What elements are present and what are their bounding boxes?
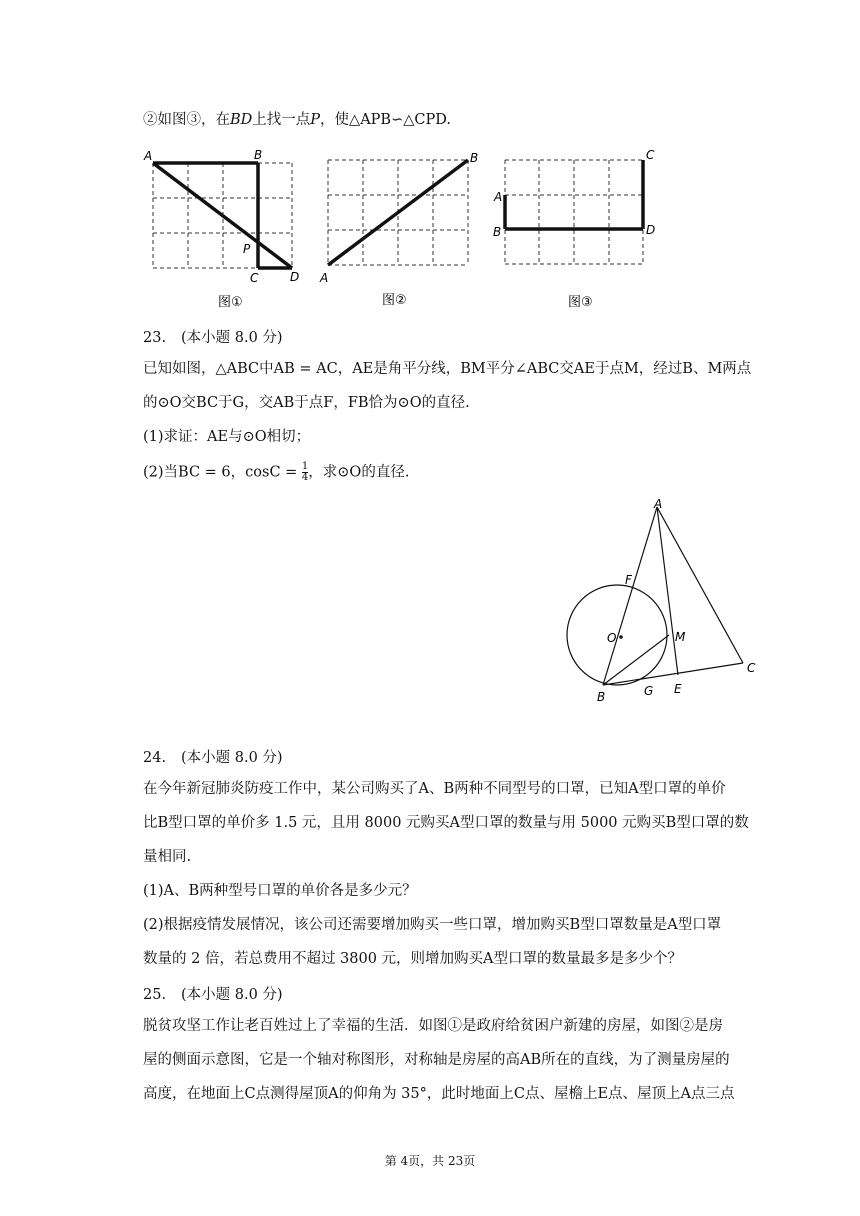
q23-score: (本小题 8.0 分)	[181, 330, 283, 346]
page-footer: 第 4页，共 23页	[384, 1154, 476, 1168]
q23-label-e: E	[674, 682, 682, 696]
fig1-caption: 图①	[218, 295, 243, 310]
fig1-label-d: D	[290, 270, 300, 284]
q23-line3: (1)求证：AE与⊙O相切；	[143, 429, 311, 445]
q25-number: 25.	[143, 987, 167, 1003]
fig2-caption: 图②	[382, 293, 407, 308]
q25-line2: 屋的侧面示意图，它是一个轴对称图形，对称轴是房屋的高AB所在的直线，为了测量房屋的	[143, 1052, 730, 1068]
q24-line5: (2)根据疫情发展情况，该公司还需要增加购买一些口罩，增加购买B型口罩数量是A型口罩	[143, 917, 722, 933]
q22-text-bd: BD	[230, 112, 253, 128]
q25-line1: 脱贫攻坚工作让老百姓过上了幸福的生活．如图①是政府给贫困户新建的房屋，如图②是房	[143, 1018, 723, 1034]
q23-frac-den: 4	[301, 472, 309, 483]
fig1-label-a: A	[144, 149, 153, 163]
q23-line1: 已知如图，△ABC中AB = AC，AE是角平分线，BM平分∠ABC交AE于点M，经过B、M两点	[143, 361, 752, 377]
fig3-label-d: D	[646, 223, 656, 237]
q25-line3: 高度，在地面上C点测得屋顶A的仰角为 35°，此时地面上C点、屋檐上E点、屋顶上A点三点	[143, 1086, 735, 1102]
q23-line4-post: ，求⊙O的直径.	[308, 464, 410, 481]
q25-score: (本小题 8.0 分)	[181, 987, 283, 1003]
q23-frac-num: 1	[301, 461, 309, 472]
q22-text-a: ②如图③，在	[143, 112, 230, 128]
q22-text-p: P	[310, 112, 321, 128]
fig1-label-c: C	[250, 271, 259, 285]
q24-line6: 数量的 2 倍，若总费用不超过 3800 元，则增加购买A型口罩的数量最多是多少个？	[143, 951, 683, 967]
q23-label-m: M	[675, 630, 686, 644]
q22-figure-3	[493, 148, 655, 310]
fig3-label-a: A	[494, 190, 503, 204]
q22-figures	[130, 140, 690, 315]
q23-header	[143, 326, 283, 347]
q24-line3: 量相同.	[143, 849, 192, 865]
q23-label-g: G	[644, 684, 654, 698]
q22-text-c: ，使△APB∽△CPD.	[320, 112, 451, 128]
q23-label-f: F	[625, 573, 632, 587]
fig1-label-b: B	[254, 148, 263, 162]
q23-number: 23.	[143, 330, 167, 346]
fig1-label-p: P	[243, 242, 251, 256]
q25-header	[143, 983, 283, 1004]
q24-header	[143, 746, 283, 767]
q23-label-a: A	[654, 497, 663, 511]
q24-line4: (1)A、B两种型号口罩的单价各是多少元？	[143, 883, 417, 899]
q22-figure-1	[143, 148, 299, 310]
q23-line2: 的⊙O交BC于G，交AB于点F，FB恰为⊙O的直径.	[143, 395, 470, 411]
fig2-label-b: B	[470, 151, 479, 165]
q24-score: (本小题 8.0 分)	[181, 750, 283, 766]
q23-label-c: C	[747, 661, 756, 675]
q22-text-b: 上找一点	[252, 112, 311, 128]
q24-line2: 比B型口罩的单价多 1.5 元，且用 8000 元购买A型口罩的数量与用 5000 元购买B型口罩的数	[143, 815, 749, 831]
q22-figure-2	[319, 151, 478, 308]
fig3-label-c: C	[646, 148, 655, 162]
fig3-caption: 图③	[568, 295, 593, 310]
q23-line4-pre: (2)当BC = 6，cosC =	[143, 464, 302, 481]
q24-line1: 在今年新冠肺炎防疫工作中，某公司购买了A、B两种不同型号的口罩，已知A型口罩的单价	[143, 781, 726, 797]
q22-part2-text	[143, 110, 451, 130]
q23-label-b: B	[597, 690, 606, 704]
fig2-label-a: A	[320, 271, 329, 285]
q24-number: 24.	[143, 750, 167, 766]
q23-label-o: O	[607, 631, 617, 645]
q23-line4	[143, 462, 409, 483]
fig3-label-b: B	[493, 225, 502, 239]
q23-figure	[555, 495, 770, 710]
